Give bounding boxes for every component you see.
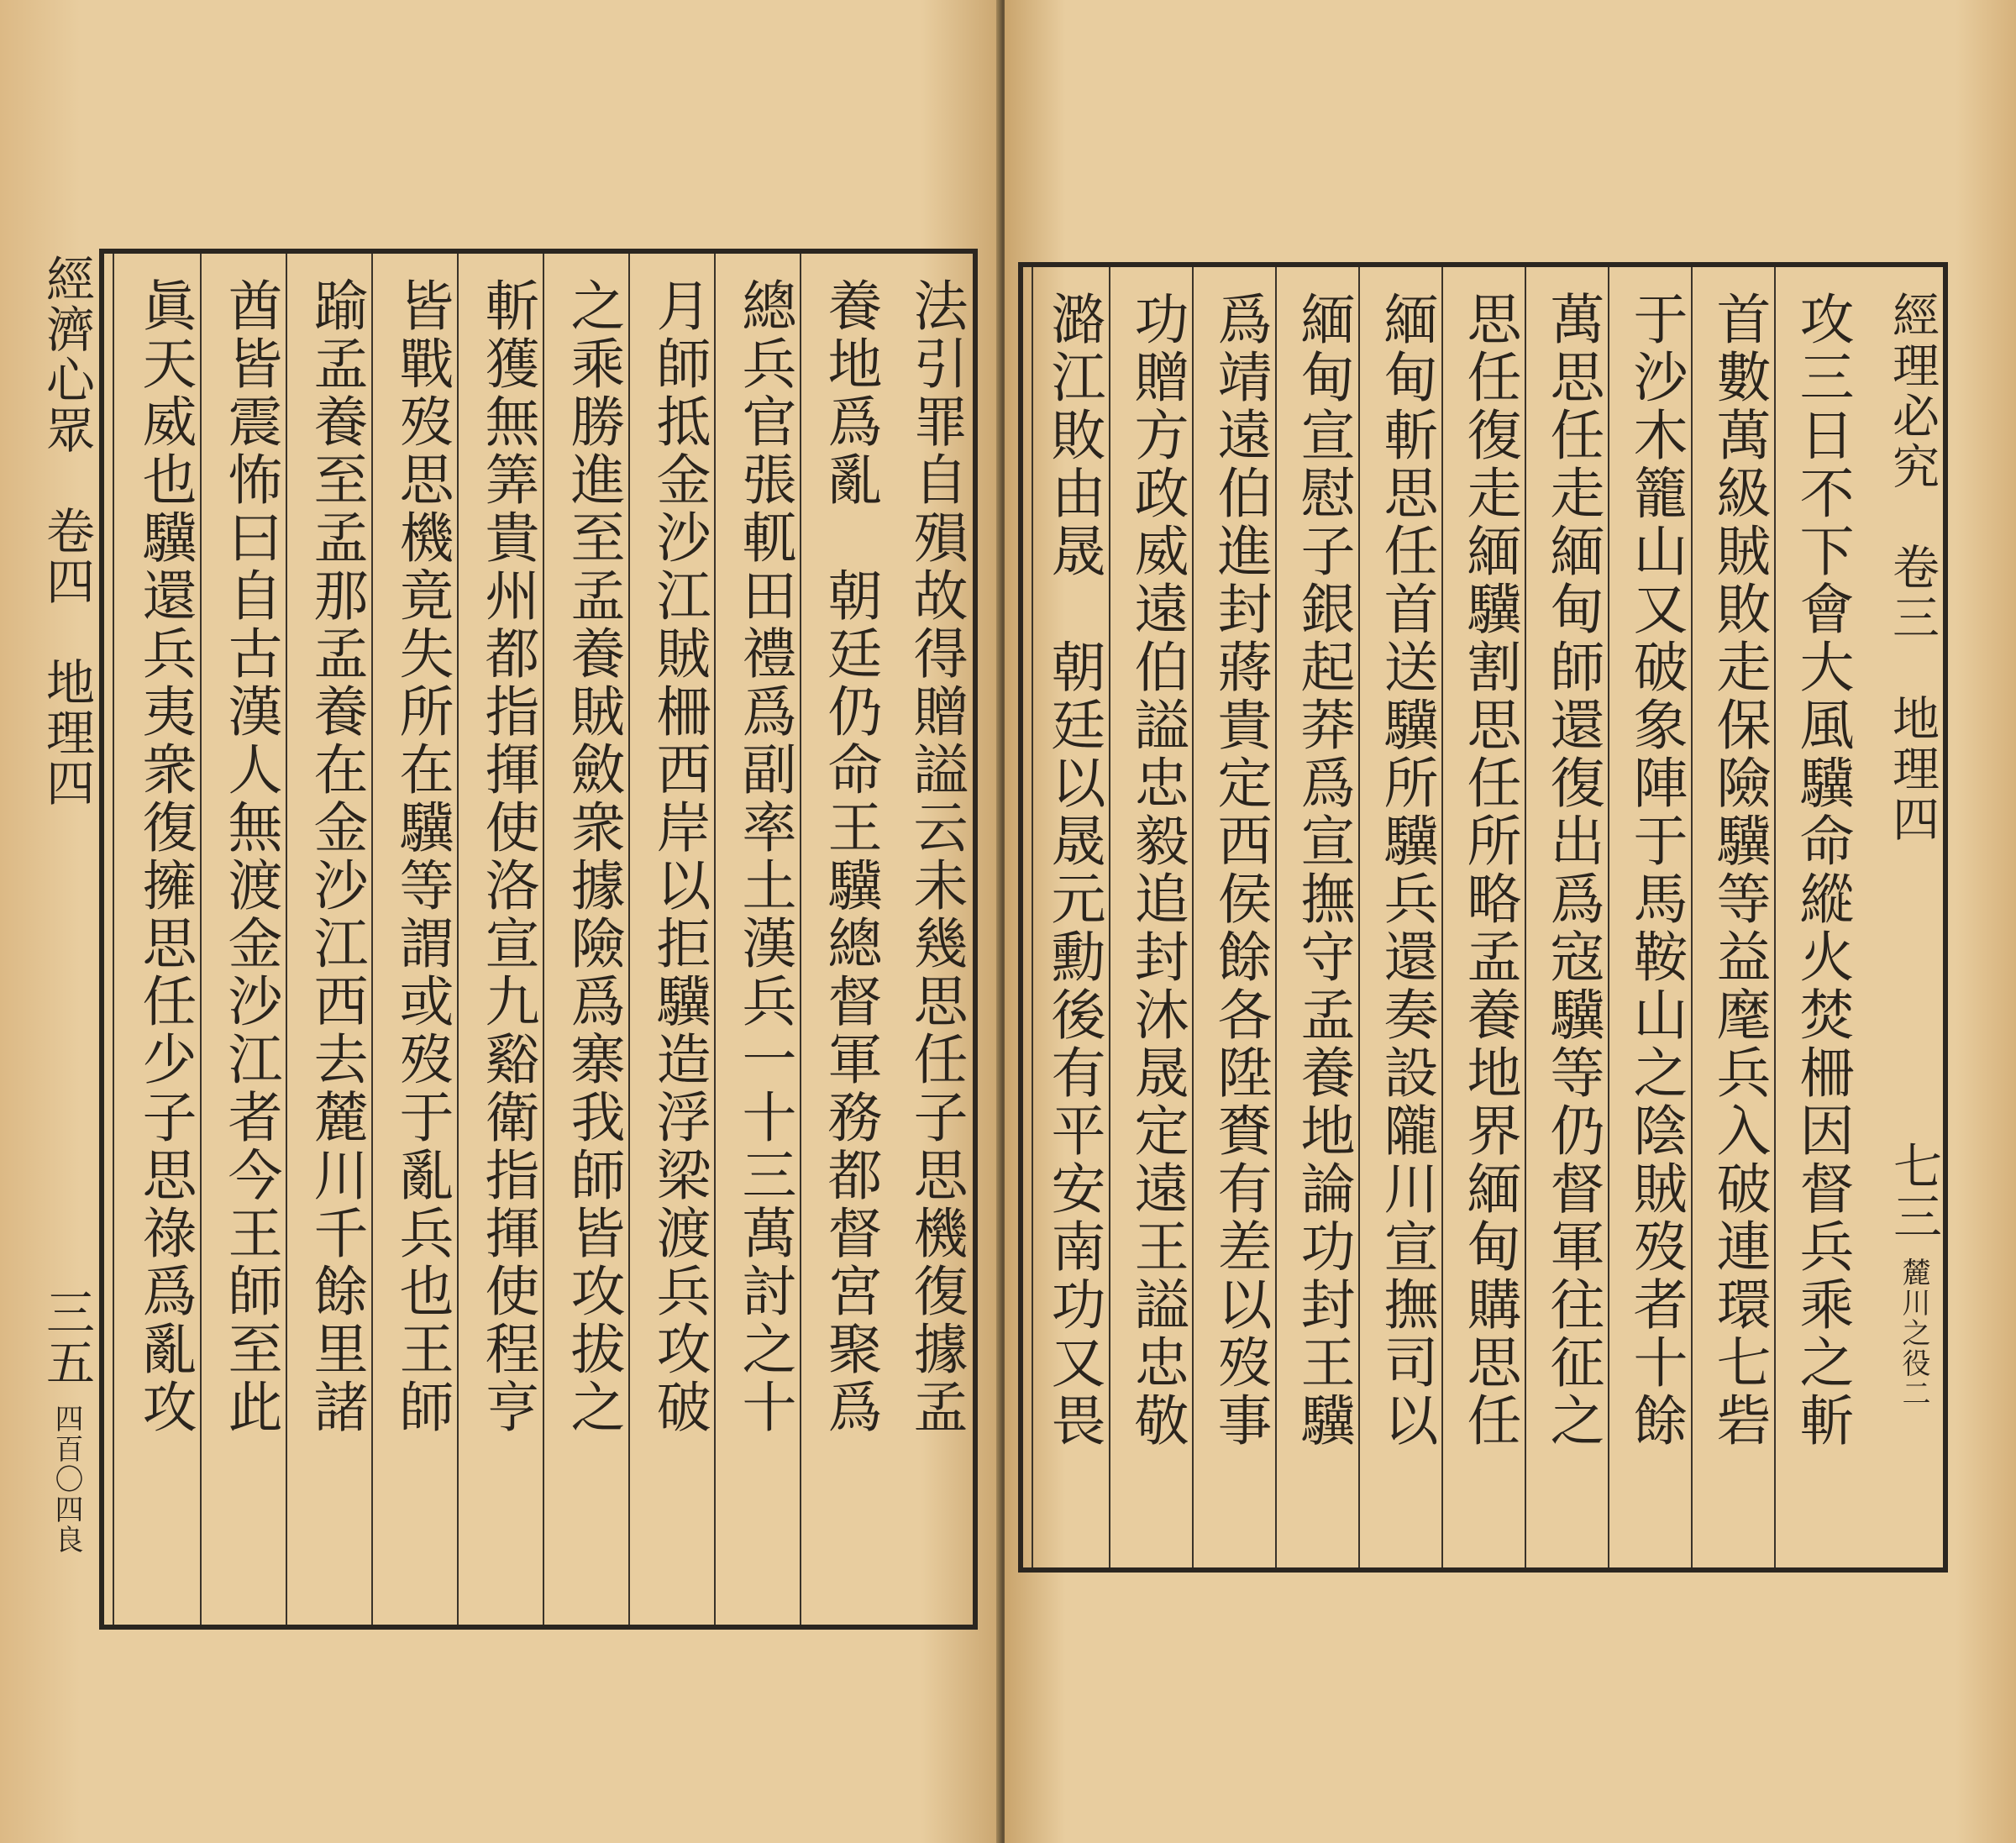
right-column-1: 攻三日不下會大風驥命縱火焚柵因督兵乘之斬: [1774, 267, 1859, 1567]
left-column-7: 皆戰歿思機竟失所在驥等謂或歿于亂兵也王師: [371, 254, 459, 1625]
right-margin-title: 經理必究 卷三 地理四: [1885, 291, 1940, 845]
left-column-1: 法引罪自殞故得贈謚云未幾思任子思機復據孟: [904, 277, 967, 1436]
right-column-10: 潞江敗由晟 朝廷以晟元勳後有平安南功又畏: [1032, 267, 1110, 1567]
right-column-4: 萬思任走緬甸師還復出爲寇驥等仍督軍往征之: [1525, 267, 1609, 1567]
left-margin-folio: 三五: [38, 1287, 95, 1388]
right-page: [1005, 0, 2016, 1843]
left-column-6: 斬獲無筭貴州都指揮使洛宣九谿衛指揮使程亨: [457, 254, 544, 1625]
left-margin-note: 四百〇四良: [50, 1404, 83, 1555]
left-column-8: 踰孟養至孟那孟養在金沙江西去麓川千餘里諸: [286, 254, 373, 1625]
left-text-frame: [38, 249, 978, 1630]
left-page: [0, 0, 1001, 1843]
right-margin-folio: 七三: [1885, 1141, 1942, 1242]
right-column-2: 首數萬級賊敗走保險驥等益麾兵入破連環七砦: [1691, 267, 1776, 1567]
left-margin-title: 經濟心眾 卷四 地理四: [38, 254, 95, 808]
right-page-folio: [1859, 1141, 1943, 1567]
left-column-9: 酋皆震怖曰自古漢人無渡金沙江者今王師至此: [200, 254, 287, 1625]
right-margin-note: 麓川之役二: [1897, 1258, 1930, 1409]
left-column-2: 養地爲亂 朝廷仍命王驥總督軍務都督宮聚爲: [800, 254, 887, 1625]
right-column-7: 緬甸宣慰子銀起莽爲宣撫守孟養地論功封王驥: [1275, 267, 1360, 1567]
right-column-5: 思任復走緬驥割思任所略孟養地界緬甸購思任: [1441, 267, 1526, 1567]
left-page-folio: [20, 1287, 96, 1625]
left-column-10: 眞天威也驥還兵夷衆復擁思任少子思祿爲亂攻: [113, 254, 202, 1625]
right-text-frame: [1018, 262, 1948, 1573]
right-column-6: 緬甸斬思任首送驥所驥兵還奏設隴川宣撫司以: [1358, 267, 1443, 1567]
right-column-9: 功贈方政威遠伯謚忠毅追封沐晟定遠王謚忠敬: [1109, 267, 1194, 1567]
left-column-4: 月師抵金沙江賊柵西岸以拒驥造浮梁渡兵攻破: [628, 254, 716, 1625]
left-column-3: 總兵官張軏田禮爲副率土漢兵一十三萬討之十: [714, 254, 801, 1625]
right-column-3: 于沙木籠山又破象陣于馬鞍山之陰賊歿者十餘: [1608, 267, 1693, 1567]
left-column-5: 之乘勝進至孟養賊斂衆據險爲寨我師皆攻拔之: [543, 254, 630, 1625]
right-column-8: 爲靖遠伯進封蔣貴定西侯餘各陞賚有差以歿事: [1192, 267, 1277, 1567]
